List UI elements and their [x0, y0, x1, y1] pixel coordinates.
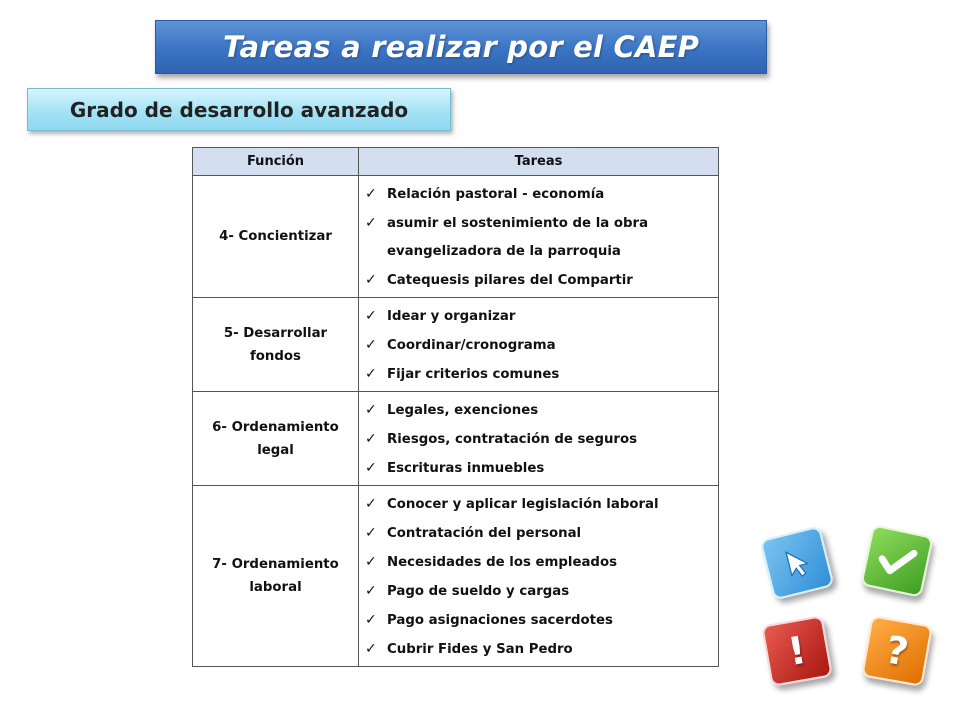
- function-label: fondos: [250, 348, 301, 364]
- check-icon: ✓: [365, 496, 377, 512]
- check-icon: ✓: [365, 215, 377, 231]
- table-row: [193, 298, 719, 392]
- function-cell: [193, 176, 359, 298]
- task-item: ✓ Catequesis pilares del Compartir: [365, 266, 712, 295]
- page-title: Tareas a realizar por el CAEP: [222, 30, 700, 64]
- table-row: [193, 392, 719, 486]
- check-icon: ✓: [365, 337, 377, 353]
- function-label: laboral: [249, 580, 302, 595]
- check-icon: ✓: [365, 402, 377, 418]
- check-icon: ✓: [365, 641, 377, 657]
- task-item: ✓ asumir el sostenimiento de la obra: [365, 209, 712, 238]
- task-item: ✓ Relación pastoral - economía: [365, 180, 712, 209]
- task-item: ✓ Idear y organizar: [365, 302, 712, 331]
- page-subtitle: Grado de desarrollo avanzado: [69, 97, 409, 122]
- task-item: ✓ Necesidades de los empleados: [365, 548, 712, 577]
- header-tasks: Tareas: [359, 148, 719, 176]
- tasks-cell: [359, 486, 719, 667]
- task-item: ✓ Fijar criterios comunes: [365, 360, 712, 389]
- function-label: 5- Desarrollar: [223, 325, 328, 341]
- table-row: [193, 176, 719, 298]
- cursor-icon: [776, 542, 817, 583]
- subtitle-banner: [27, 88, 451, 131]
- table-header-row: [193, 148, 719, 176]
- tasks-cell: [359, 298, 719, 392]
- task-item: ✓ Escrituras inmuebles: [365, 454, 712, 483]
- function-cell: [193, 298, 359, 392]
- function-label: legal: [257, 442, 294, 458]
- check-icon: ✓: [365, 431, 377, 447]
- check-icon: ✓: [365, 460, 377, 476]
- exclamation-tile-icon: [761, 615, 833, 687]
- task-item: ✓ Conocer y aplicar legislación laboral: [365, 490, 712, 519]
- task-item: ✓ Cubrir Fides y San Pedro: [365, 635, 712, 664]
- header-function: Función: [193, 148, 359, 176]
- function-label: 6- Ordenamiento: [212, 419, 339, 435]
- check-icon: ✓: [365, 583, 377, 599]
- task-item: ✓ Pago asignaciones sacerdotes: [365, 606, 712, 635]
- task-item: ✓ Riesgos, contratación de seguros: [365, 425, 712, 454]
- check-tile-icon: [860, 524, 934, 598]
- check-icon: ✓: [365, 186, 377, 202]
- task-item: ✓ Legales, exenciones: [365, 396, 712, 425]
- function-cell: [193, 486, 359, 667]
- task-item: ✓ Pago de sueldo y cargas: [365, 577, 712, 606]
- task-item: ✓ Coordinar/cronograma: [365, 331, 712, 360]
- function-label: 4- Concientizar: [219, 229, 332, 244]
- check-icon: [875, 540, 919, 581]
- question-tile-icon: [861, 615, 933, 687]
- function-cell: [193, 392, 359, 486]
- exclamation-icon: !: [784, 627, 810, 675]
- check-icon: ✓: [365, 272, 377, 288]
- task-item-continuation: evangelizadora de la parroquia: [387, 244, 621, 259]
- task-item: ✓ Contratación del personal: [365, 519, 712, 548]
- tasks-table: [192, 147, 719, 667]
- check-icon: ✓: [365, 612, 377, 628]
- title-banner: [155, 20, 767, 74]
- cursor-tile-icon: [759, 525, 834, 600]
- check-icon: ✓: [365, 308, 377, 324]
- tasks-cell: [359, 176, 719, 298]
- question-icon: ?: [882, 627, 912, 675]
- check-icon: ✓: [365, 525, 377, 541]
- check-icon: ✓: [365, 366, 377, 382]
- check-icon: ✓: [365, 554, 377, 570]
- function-label: 7- Ordenamiento: [212, 557, 339, 572]
- tasks-cell: [359, 392, 719, 486]
- table-row: [193, 486, 719, 667]
